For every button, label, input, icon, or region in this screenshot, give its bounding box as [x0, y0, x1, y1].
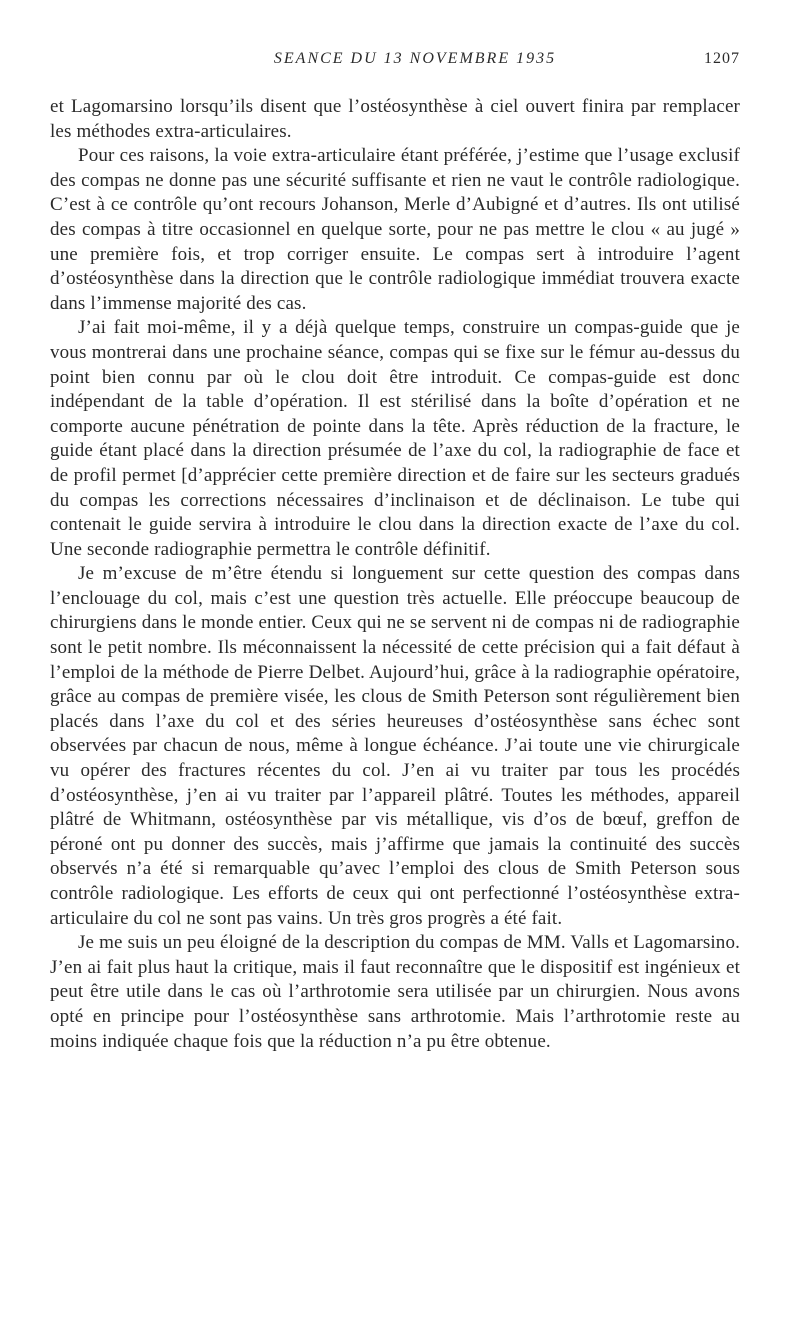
page-number: 1207 [704, 50, 740, 67]
paragraph-1: et Lagomarsino lorsqu’ils disent que l’ostéosynthèse à ciel ouvert finira par remplacer les méthodes extra-articulaires. [50, 96, 740, 142]
paragraph-2: Pour ces raisons, la voie extra-articulaire étant préférée, j’estime que l’usage exclusif des compas ne donne pas une sécurité suffisante et rien ne vaut le contrôle radiologique. C’est à ce contrôle qu’ont recours Johanson, Merle d’Aubigné et d’autres. Ils ont utilisé des compas à titre occasionnel en quelque sorte, pour ne pas mettre le clou « au jugé » une première fois, et trop corriger ensuite. Le compas sert à introduire l’agent d’ostéosynthèse dans la direction que le contrôle radiologique immédiat trouvera exacte dans l’immense majorité des cas. [50, 145, 740, 314]
running-head: SEANCE DU 13 NOVEMBRE 1935 [273, 50, 557, 67]
paragraph-5: Je me suis un peu éloigné de la description du compas de MM. Valls et Lagomarsino. J’en ai fait plus haut la critique, mais il faut reconnaître que le dispositif est ingénieux et peut être utile dans le cas où l’arthrotomie sera utilisée par un chirurgien. Nous avons opté en principe pour l’ostéosynthèse sans arthrotomie. Mais l’arthrotomie reste au moins indiquée chaque fois que la réduction n’a pu être obtenue. [50, 932, 740, 1052]
page-header [50, 50, 740, 74]
body-text [50, 95, 740, 1054]
paragraph-4: Je m’excuse de m’être étendu si longuement sur cette question des compas dans l’enclouage du col, mais c’est une question très actuelle. Elle préoccupe beaucoup de chirurgiens dans le monde entier. Ceux qui ne se servent ni de compas ni de radiographie sont le petit nombre. Ils méconnaissent la nécessité de cette précision qui a fait défaut à l’emploi de la méthode de Pierre Delbet. Aujourd’hui, grâce à la radiographie opératoire, grâce au compas de première visée, les clous de Smith Peterson sont régulièrement bien placés dans l’axe du col et des séries heureuses d’ostéosynthèse sans échec sont observées par chacun de nous, même à longue échéance. J’ai toute une vie chirurgicale vu opérer des fractures récentes du col. J’en ai vu traiter par tous les procédés d’ostéosynthèse, j’en ai vu traiter par l’appareil plâtré. Toutes les méthodes, appareil plâtré de Whitmann, ostéosynthèse par vis métallique, vis d’os de bœuf, greffon de péroné ont pu donner des succès, mais j’affirme que jamais la continuité des succès observés n’a été si remarquable qu’avec l’emploi des clous de Smith Peterson sous contrôle radiologique. Les efforts de ceux qui ont perfectionné l’ostéosynthèse extra-articulaire du col ne sont pas vains. Un très gros progrès a été fait. [50, 563, 740, 929]
paragraph-3: J’ai fait moi-même, il y a déjà quelque temps, construire un compas-guide que je vous montrerai dans une prochaine séance, compas qui se fixe sur le fémur au-dessus du point bien connu par où le clou doit être introduit. Ce compas-guide est donc indépendant de la table d’opération. Il est stérilisé dans la boîte d’opération et ne comporte aucune pénétration de pointe dans la tête. Après réduction de la fracture, le guide étant placé dans la direction présumée de l’axe du col, la radiographie de face et de profil permet [d’apprécier cette première direction et de faire sur les secteurs gradués du compas les corrections nécessaires d’inclinaison et de déclinaison. Le tube qui contenait le guide servira à introduire le clou dans la direction exacte de l’axe du col. Une seconde radiographie permettra le contrôle définitif. [50, 317, 740, 560]
